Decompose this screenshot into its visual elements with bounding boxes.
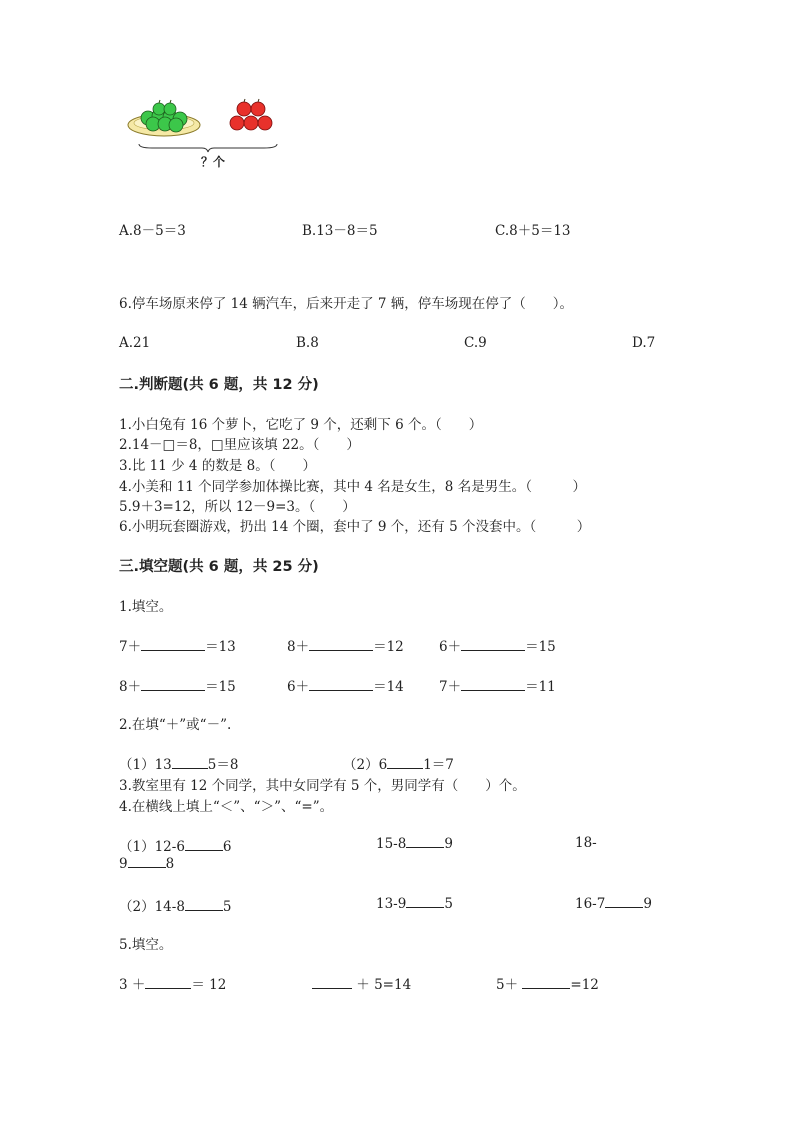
blank[interactable] <box>185 898 223 911</box>
section-2-heading: 二.判断题(共 6 题，共 12 分) <box>119 377 319 393</box>
fill-q5-c: 5＋ =12 <box>496 977 599 993</box>
q6-option-c: C.9 <box>464 335 487 351</box>
judgement-item-2: 2.14－□＝8，□里应该填 22。（ ） <box>119 437 360 453</box>
fill-q2-b: （2）6 1＝7 <box>343 757 454 773</box>
judgement-item-3: 3.比 11 少 4 的数是 8。（ ） <box>119 458 316 474</box>
question-6: 6.停车场原来停了 14 辆汽车，后来开走了 7 辆，停车场现在停了（ ）。 <box>119 296 574 312</box>
fill-q4-r1-b: 15-8 9 <box>376 836 453 852</box>
blank[interactable] <box>141 678 205 691</box>
q6-option-a: A.21 <box>119 335 151 351</box>
blank[interactable] <box>172 756 208 769</box>
fill-q1-r2-c: 7＋ ＝11 <box>439 679 556 695</box>
fill-q1-r1-c: 6＋ ＝15 <box>439 639 556 655</box>
q6-option-b: B.8 <box>296 335 319 351</box>
fill-q1-r1-a: 7＋ ＝13 <box>119 639 236 655</box>
fill-q4-r2-b: 13-9 5 <box>376 896 453 912</box>
option-b: B.13－8＝5 <box>302 223 378 239</box>
option-a: A.8－5＝3 <box>119 223 186 239</box>
fill-q4-r2-a: （2）14-8 5 <box>119 899 232 915</box>
fill-q1-r2-b: 6＋ ＝14 <box>287 679 404 695</box>
fill-q5-title: 5.填空。 <box>119 937 173 953</box>
fill-q4-r2-c: 16-7 9 <box>575 896 652 912</box>
blank[interactable] <box>145 976 191 989</box>
q6-option-d: D.7 <box>632 335 656 351</box>
blank[interactable] <box>406 895 444 908</box>
blank[interactable] <box>522 976 570 989</box>
blank[interactable] <box>461 678 525 691</box>
fill-q2-title: 2.在填“＋”或“－”. <box>119 717 232 733</box>
fill-q5-a: 3 ＋ ＝ 12 <box>119 977 227 993</box>
blank[interactable] <box>461 638 525 651</box>
judgement-item-1: 1.小白兔有 16 个萝卜，它吃了 9 个，还剩下 6 个。（ ） <box>119 417 483 433</box>
judgement-item-5: 5.9＋3=12，所以 12－9=3。（ ） <box>119 499 356 515</box>
option-c: C.8＋5＝13 <box>495 223 571 239</box>
fill-q2-a: （1）13 5＝8 <box>119 757 239 773</box>
fill-q4-r1-a: （1）12-6 6 <box>119 839 232 855</box>
fill-q1-r2-a: 8＋ ＝15 <box>119 679 236 695</box>
fill-q4-r1-d: 9 8 <box>119 856 175 872</box>
blank[interactable] <box>406 835 444 848</box>
fill-q1-title: 1.填空。 <box>119 599 173 615</box>
fill-q1-r1-b: 8＋ ＝12 <box>287 639 404 655</box>
blank[interactable] <box>312 976 352 989</box>
judgement-item-6: 6.小明玩套圈游戏，扔出 14 个圈，套中了 9 个，还有 5 个没套中。（ ） <box>119 519 591 535</box>
blank[interactable] <box>141 638 205 651</box>
figure-caption: ？个 <box>201 155 226 169</box>
fill-q3: 3.教室里有 12 个同学，其中女同学有 5 个，男同学有（ ）个。 <box>119 778 526 794</box>
blank[interactable] <box>128 855 166 868</box>
judgement-item-4: 4.小美和 11 个同学参加体操比赛，其中 4 名是女生，8 名是男生。（ ） <box>119 479 586 495</box>
blank[interactable] <box>605 895 643 908</box>
fill-q4-title: 4.在横线上填上“＜”、“＞”、“=”。 <box>119 799 334 815</box>
blank[interactable] <box>387 756 423 769</box>
blank[interactable] <box>309 638 373 651</box>
blank[interactable] <box>309 678 373 691</box>
fill-q4-r1-c: 18- <box>575 835 597 851</box>
section-3-heading: 三.填空题(共 6 题，共 25 分) <box>119 559 319 575</box>
fill-q5-b: ＋ 5=14 <box>312 973 411 993</box>
blank[interactable] <box>185 838 223 851</box>
